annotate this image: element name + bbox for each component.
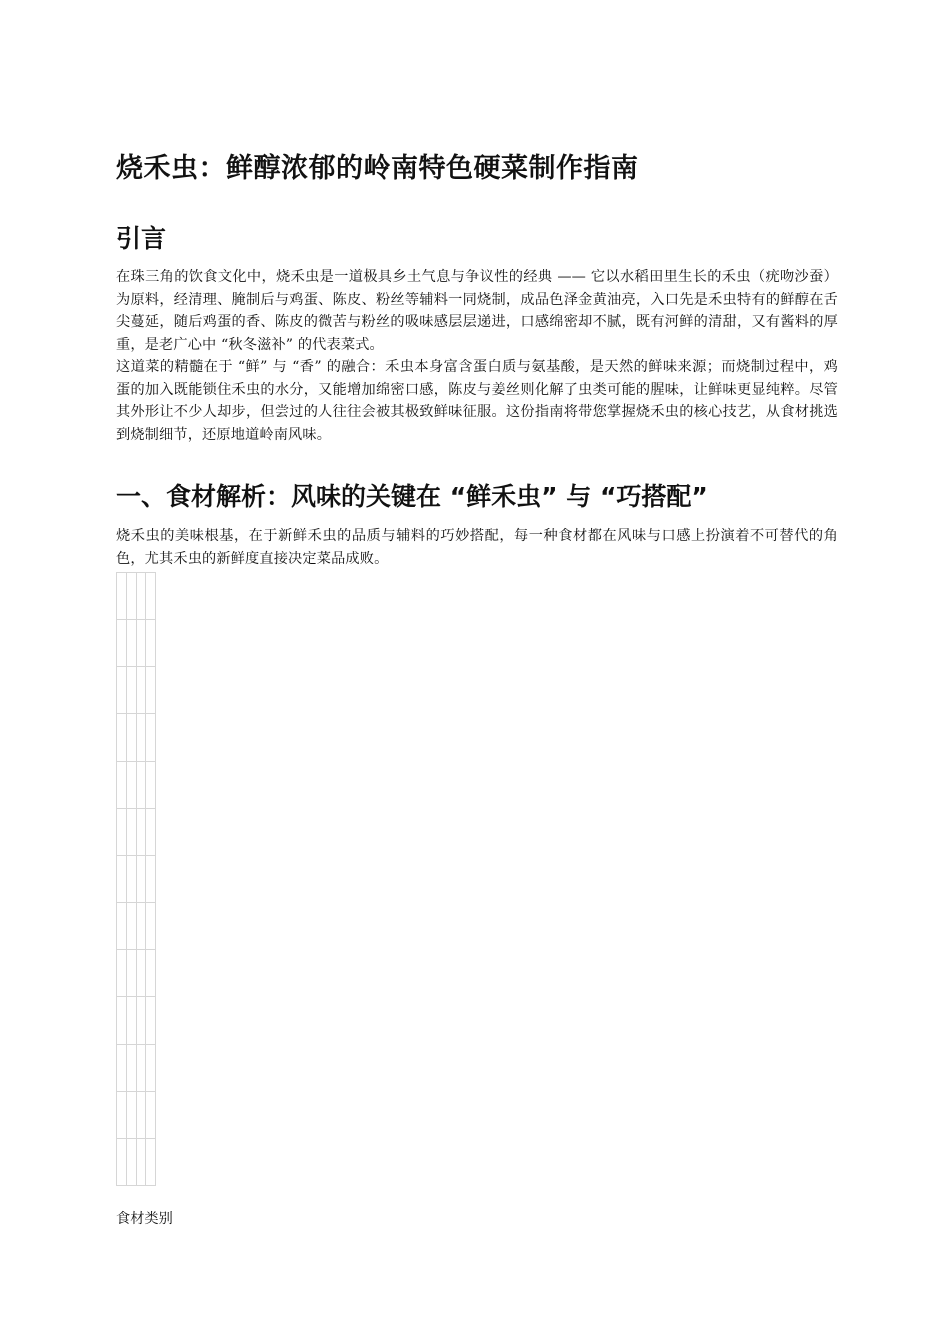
table-cell [117, 1139, 127, 1186]
table-cell [127, 667, 137, 714]
table-cell [117, 620, 127, 667]
intro-paragraph-2: 这道菜的精髓在于 “鲜” 与 “香” 的融合：禾虫本身富含蛋白质与氨基酸，是天然的鲜味来源；而烧制过程中，鸡蛋的加入既能锁住禾虫的水分，又能增加绵密口感，陈皮与姜丝则化解了虫类可能的腥味，让鲜味更显纯粹。尽管其外形让不少人却步，但尝过的人往往会被其极致鲜味征服。这份指南将带您掌握烧禾虫的核心技艺，从食材挑选到烧制细节，还原地道岭南风味。 [116, 359, 838, 443]
table-cell [117, 903, 127, 950]
table-cell [137, 1045, 147, 1092]
table-cell [137, 809, 147, 856]
intro-paragraph-1: 在珠三角的饮食文化中，烧禾虫是一道极具乡土气息与争议性的经典 —— 它以水稻田里生长的禾虫（疣吻沙蚕）为原料，经清理、腌制后与鸡蛋、陈皮、粉丝等辅料一同烧制，成品色泽金黄油亮，入口先是禾虫特有的鲜醇在舌尖蔓延，随后鸡蛋的香、陈皮的微苦与粉丝的吸味感层层递进，口感绵密却不腻，既有河鲜的清甜，又有酱料的厚重，是老广心中 “秋冬滋补” 的代表菜式。 [116, 269, 838, 353]
table-cell [127, 997, 137, 1044]
table-cell [127, 1139, 137, 1186]
table-cell [127, 1092, 137, 1139]
table-cell [127, 762, 137, 809]
table-cell [137, 714, 147, 761]
table-cell [117, 809, 127, 856]
table-cell [117, 950, 127, 997]
table-cell [137, 856, 147, 903]
table-cell [146, 1139, 156, 1186]
table-caption: 食材类别 [116, 1211, 173, 1227]
table-cell [127, 809, 137, 856]
table-cell [146, 997, 156, 1044]
table-cell [146, 856, 156, 903]
table-cell [146, 573, 156, 620]
table-cell [146, 1092, 156, 1139]
table-cell [137, 950, 147, 997]
table-cell [127, 714, 137, 761]
table-cell [117, 667, 127, 714]
table-cell [127, 620, 137, 667]
ingredient-table [116, 572, 156, 1186]
table-cell [117, 856, 127, 903]
table-cell [127, 1045, 137, 1092]
table-cell [146, 667, 156, 714]
page-title: 烧禾虫：鲜醇浓郁的岭南特色硬菜制作指南 [116, 153, 639, 184]
table-cell [146, 620, 156, 667]
table-cell [137, 573, 147, 620]
table-cell [137, 1092, 147, 1139]
table-cell [146, 1045, 156, 1092]
table-cell [137, 667, 147, 714]
table-cell [117, 573, 127, 620]
table-cell [127, 573, 137, 620]
table-cell [146, 762, 156, 809]
intro-heading: 引言 [116, 224, 167, 253]
table-cell [137, 997, 147, 1044]
section-1-paragraph: 烧禾虫的美味根基，在于新鲜禾虫的品质与辅料的巧妙搭配，每一种食材都在风味与口感上扮演着不可替代的角色，尤其禾虫的新鲜度直接决定菜品成败。 [116, 528, 838, 567]
table-cell [127, 856, 137, 903]
table-cell [127, 950, 137, 997]
table-cell [137, 620, 147, 667]
table-cell [137, 903, 147, 950]
table-cell [127, 903, 137, 950]
table-cell [117, 997, 127, 1044]
table-cell [117, 1092, 127, 1139]
table-cell [146, 809, 156, 856]
table-cell [117, 762, 127, 809]
table-cell [137, 762, 147, 809]
table-cell [137, 1139, 147, 1186]
section-1-heading: 一、食材解析：风味的关键在 “鲜禾虫” 与 “巧搭配” [116, 482, 708, 511]
table-cell [146, 950, 156, 997]
table-cell [146, 903, 156, 950]
table-cell [117, 714, 127, 761]
table-cell [117, 1045, 127, 1092]
table-cell [146, 714, 156, 761]
